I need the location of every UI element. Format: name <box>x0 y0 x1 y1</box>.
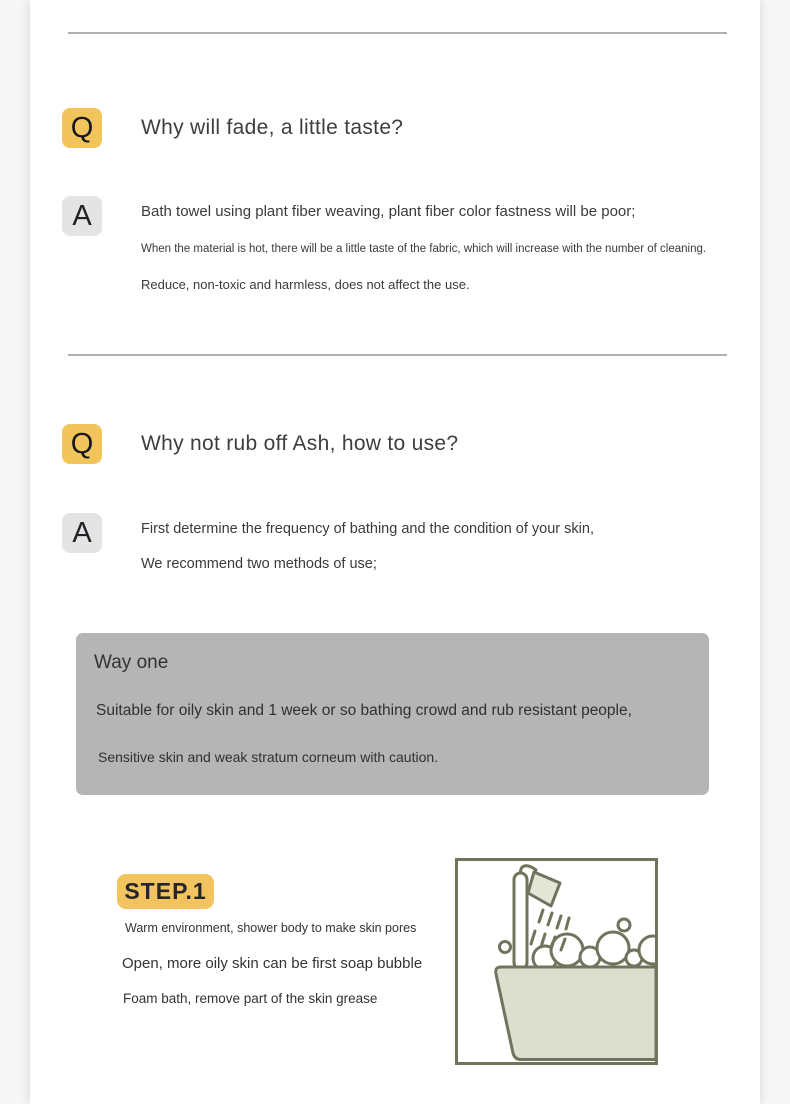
answer-badge <box>62 196 102 236</box>
answer-badge-letter: A <box>72 516 92 549</box>
way-one-panel <box>76 633 709 795</box>
step-1-label: STEP.1 <box>124 878 207 904</box>
step-1-line-3: Foam bath, remove part of the skin grease <box>123 991 378 1006</box>
answer-badge-letter: A <box>72 199 92 232</box>
question-2-title: Why not rub off Ash, how to use? <box>141 432 459 455</box>
bathtub-shower-illustration <box>455 858 658 1065</box>
section-divider-top <box>68 32 727 34</box>
answer-badge <box>62 513 102 553</box>
answer-2-line-1: First determine the frequency of bathing and the condition of your skin, <box>141 521 594 537</box>
question-badge-letter: Q <box>70 111 94 144</box>
answer-1-line-1: Bath towel using plant fiber weaving, plant fiber color fastness will be poor; <box>141 203 636 220</box>
answer-2-line-2: We recommend two methods of use; <box>141 556 377 572</box>
step-1-line-1: Warm environment, shower body to make skin pores <box>125 921 417 935</box>
answer-1-line-2: When the material is hot, there will be a little taste of the fabric, which will increase with the number of cleaning. <box>141 243 707 255</box>
step-1-badge <box>117 874 214 909</box>
content-page <box>30 0 760 1104</box>
question-1-title: Why will fade, a little taste? <box>141 116 404 139</box>
bathtub-icon <box>455 858 658 1065</box>
question-badge-letter: Q <box>70 427 94 460</box>
step-1-line-2: Open, more oily skin can be first soap bubble <box>122 955 423 972</box>
question-badge <box>62 108 102 148</box>
section-divider-middle <box>68 354 727 356</box>
answer-1-line-3: Reduce, non-toxic and harmless, does not affect the use. <box>141 277 470 292</box>
question-badge <box>62 424 102 464</box>
way-one-line-1: Suitable for oily skin and 1 week or so bathing crowd and rub resistant people, <box>96 702 632 719</box>
way-one-line-2: Sensitive skin and weak stratum corneum with caution. <box>98 749 439 765</box>
way-one-title: Way one <box>94 652 169 673</box>
